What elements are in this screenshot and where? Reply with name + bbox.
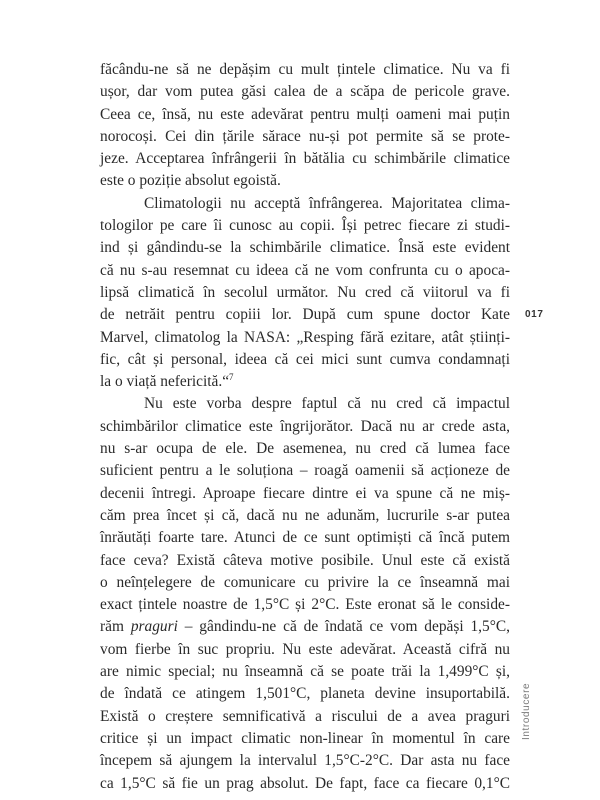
text-line: căm prea încet și că, dacă nu ne adunăm, lucrurile s-ar putea [100, 506, 510, 524]
text-line: ca 1,5°C să fie un prag absolut. De fapt, face ca fiecare 0,1°C [100, 774, 510, 792]
text-line: începem să ajungem la intervalul 1,5°C-2°C. Dar asta nu face [100, 752, 510, 770]
text-line: Nu este vorba despre faptul că nu cred că impactul [144, 395, 510, 413]
text-line: vom fierbe în suc propriu. Nu este adevărat. Această cifră nu [100, 640, 510, 658]
paragraph-2 [100, 193, 510, 394]
text-line: lipsă climatică în secolul următor. Nu cred că viitorul va fi [100, 283, 510, 301]
emphasized-term: praguri [130, 618, 178, 636]
text-line: de netrăit pentru copiii lor. După cum spune doctor Kate [100, 306, 510, 324]
text-line: schimbărilor climatice este îngrijorător. Dacă nu ar crede asta, [100, 417, 510, 435]
text-line: este o poziție absolut egoistă. [100, 172, 281, 190]
text-line: o neînțelegere de comunicare cu privire la ce înseamnă mai [100, 573, 510, 591]
text-line: face ceva? Există câteva motive posibile. Unul este că există [100, 551, 510, 569]
text-line: ușor, dar vom putea găsi calea de a scăpa de pericole grave. [100, 83, 510, 101]
text-line: făcându-ne să ne depășim cu mult țintele climatice. Nu va fi [100, 61, 510, 78]
text-line: fic, cât și personal, ideea că cei mici sunt cumva condamnați [100, 350, 510, 368]
text-fragment: – gândindu-ne că de îndată ce vom depăși 1,5°C, [177, 618, 510, 636]
page-number: 017 [525, 309, 544, 320]
text-line: tologilor pe care îi cunosc au copii. Își petrec fiecare zi studi- [100, 217, 510, 235]
text-fragment: răm [100, 618, 131, 636]
text-line: nu s-ar ocupa de ele. De asemenea, nu cred că lumea face [100, 440, 510, 458]
text-line: norocoși. Cei din țările sărace nu-și pot permite să se prote- [100, 127, 510, 145]
paragraph-1 [100, 59, 510, 193]
paragraph-3 [100, 393, 510, 794]
text-line: Marvel, climatolog la NASA: „Resping fără ezitare, atât științi- [100, 328, 510, 346]
text-line: jeze. Acceptarea înfrângerii în bătălia cu schimbările climatice [100, 150, 510, 168]
text-line: Există o creștere semnificativă a riscului de a avea praguri [100, 707, 510, 725]
text-line: ind și gândindu-se la schimbările climatice. Însă este evident [100, 239, 510, 257]
text-line: de îndată ce atingem 1,501°C, planeta devine insuportabilă. [100, 685, 510, 703]
text-line: Ceea ce, însă, nu este adevărat pentru mulți oameni mai puțin [100, 105, 510, 123]
text-line: are nimic special; nu înseamnă că se poate trăi la 1,499°C și, [100, 663, 510, 681]
text-line: că nu s-au resemnat cu ideea că ne vom confrunta cu o apoca- [100, 261, 510, 279]
text-line: înrăutăți foarte tare. Atunci de ce sunt optimiști că încă putem [100, 529, 510, 547]
running-section-title: Introducere [521, 682, 532, 740]
footnote-reference[interactable]: 7 [229, 372, 234, 383]
text-line: decenii întregi. Aproape fiecare dintre ei va spune că ne miș- [100, 484, 510, 502]
body-text [100, 59, 510, 795]
text-line [100, 616, 510, 638]
text-line [100, 371, 510, 393]
text-line: critice și un impact climatic non-linear în momentul în care [100, 729, 510, 747]
text-line: suficient pentru a le soluționa – roagă oamenii să acționeze de [100, 462, 510, 480]
text-fragment: la o viață nefericită.“ [100, 373, 230, 391]
text-line: Climatologii nu acceptă înfrângerea. Majoritatea clima- [144, 194, 510, 212]
text-line: exact țintele noastre de 1,5°C și 2°C. Este eronat să le conside- [100, 596, 510, 614]
